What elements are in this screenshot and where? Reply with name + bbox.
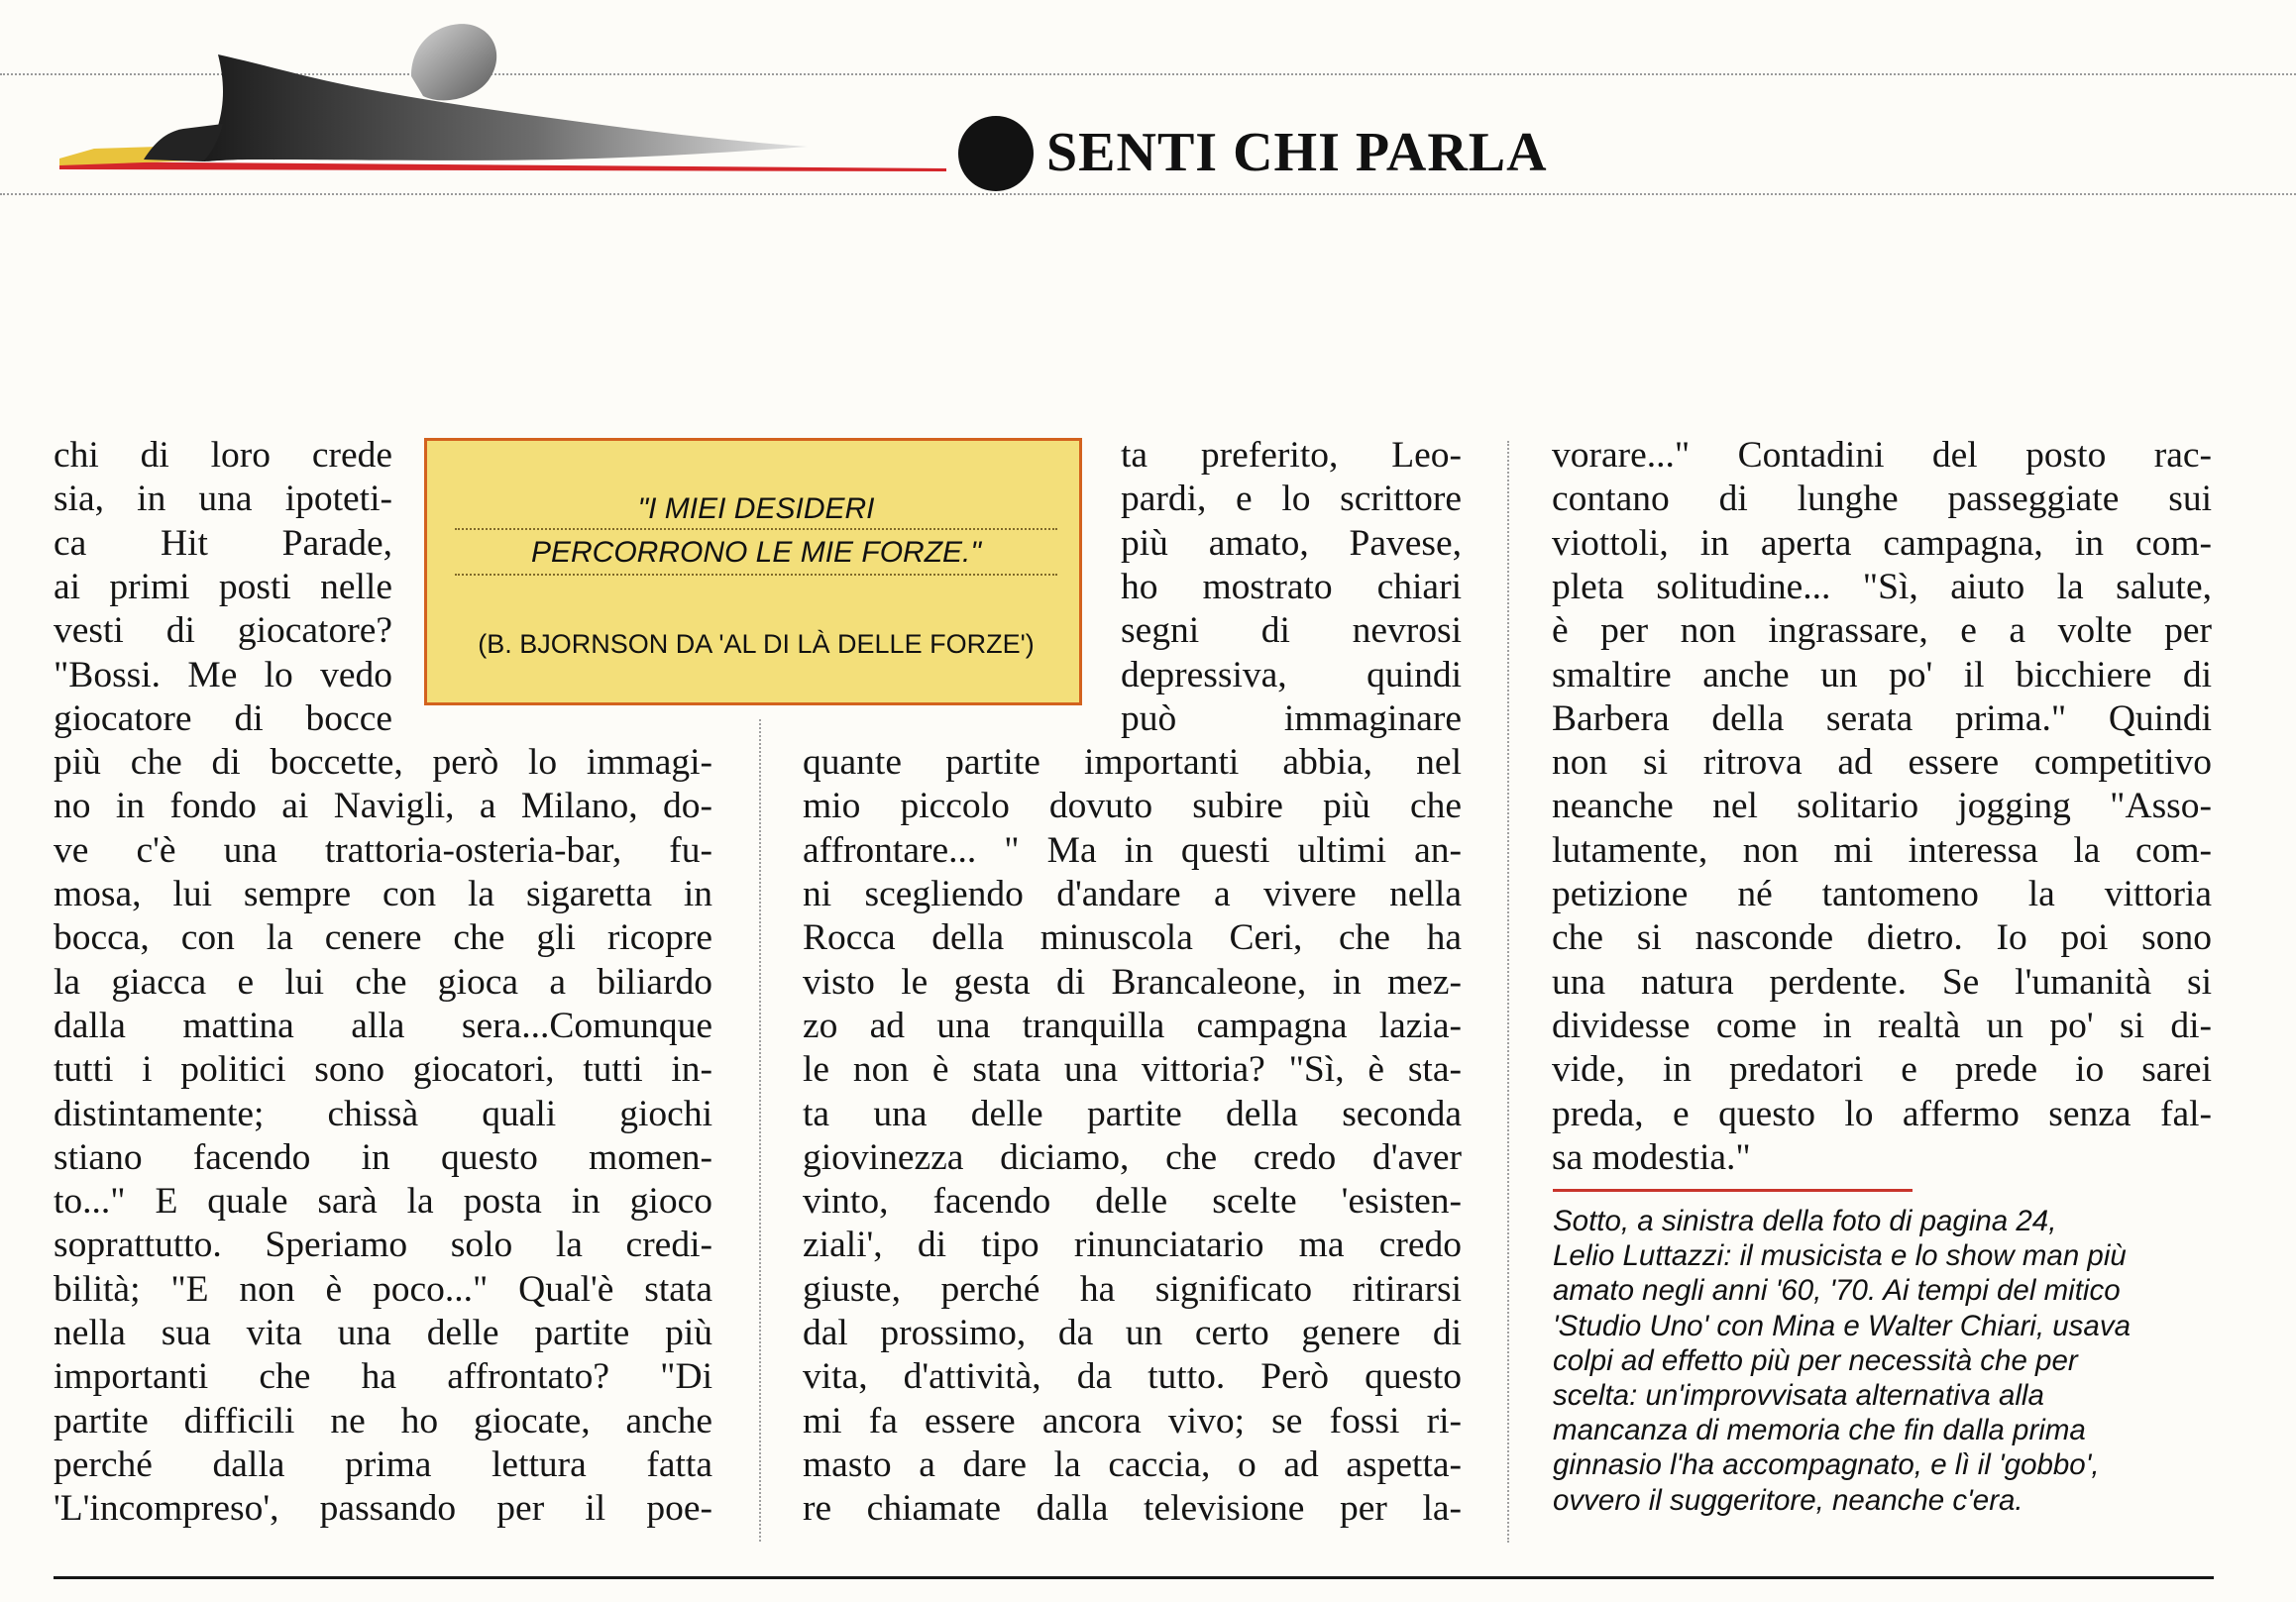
article-col1-line: distintamente; chissà quali giochi	[54, 1093, 712, 1134]
article-col2-line: giuste, perché ha significato ritirarsi	[803, 1268, 1462, 1310]
article-col1-line: importanti che ha affrontato? "Di	[54, 1356, 712, 1398]
caption-line: colpi ad effetto più per necessità che per	[1553, 1343, 2078, 1377]
article-col1-line: no in fondo ai Navigli, a Milano, do-	[54, 786, 712, 827]
article-col2-line: visto le gesta di Brancaleone, in mez-	[803, 961, 1462, 1003]
pull-quote-source: (B. BJORNSON DA 'AL DI LÀ DELLE FORZE')	[478, 629, 1035, 659]
article-col3-line: vorare..." Contadini del posto rac-	[1552, 435, 2212, 476]
caption-line: 'Studio Uno' con Mina e Walter Chiari, usava	[1553, 1309, 2131, 1342]
article-col1-line: ve c'è una trattoria-osteria-bar, fu-	[54, 829, 712, 871]
caption-line: ovvero il suggeritore, neanche c'era.	[1553, 1483, 2023, 1517]
article-col3-line: non si ritrova ad essere competitivo	[1552, 742, 2212, 784]
article-col2-line: masto a dare la caccia, o ad aspetta-	[803, 1443, 1462, 1485]
column-separator	[759, 719, 761, 1542]
article-col1-line: tutti i politici sono giocatori, tutti in-	[54, 1049, 712, 1091]
article-col1-line: la giacca e lui che gioca a biliardo	[54, 961, 712, 1003]
article-col1-line: to..." E quale sarà la posta in gioco	[54, 1181, 712, 1223]
article-col3-line: vide, in predatori e prede io sarei	[1552, 1049, 2212, 1091]
article-col3-line: neanche nel solitario jogging "Asso-	[1552, 786, 2212, 827]
article-col2-line: dal prossimo, da un certo genere di	[803, 1313, 1462, 1353]
article-col2-line: giovinezza diciamo, che credo d'aver	[803, 1136, 1462, 1178]
article-col3-line: contano di lunghe passeggiate sui	[1552, 479, 2212, 520]
article-col2-line: vita, d'attività, da tutto. Però questo	[803, 1356, 1462, 1398]
article-col2-line: mi fa essere ancora vivo; se fossi ri-	[803, 1400, 1462, 1442]
article-col2-line: mio piccolo dovuto subire più che	[803, 786, 1462, 827]
article-col2-line: ta preferito, Leo-	[1121, 435, 1462, 476]
column-separator	[1507, 441, 1509, 1543]
article-col2-line: pardi, e lo scrittore	[1121, 479, 1462, 520]
pull-quote-rule	[455, 528, 1057, 530]
article-col3-line: petizione né tantomeno la vittoria	[1552, 874, 2212, 914]
article-col3-line: preda, e questo lo affermo senza fal-	[1552, 1093, 2212, 1134]
article-col1-line: perché dalla prima lettura fatta	[54, 1443, 712, 1485]
pull-quote-line: PERCORRONO LE MIE FORZE."	[530, 536, 982, 569]
article-col2-line: può immaginare	[1121, 697, 1462, 739]
article-col1-line: stiano facendo in questo momen-	[54, 1136, 712, 1178]
article-col1-line: vesti di giocatore?	[54, 610, 392, 652]
article-col1-line: "Bossi. Me lo vedo	[54, 654, 392, 695]
article-col2-line: zo ad una tranquilla campagna lazia-	[803, 1005, 1462, 1046]
article-col2-line: quante partite importanti abbia, nel	[803, 742, 1462, 784]
article-col3-line: Barbera della serata prima." Quindi	[1552, 697, 2212, 739]
article-col2-line: vinto, facendo delle scelte 'esisten-	[803, 1181, 1462, 1223]
section-bullet	[958, 116, 1034, 191]
article-col1-line: partite difficili ne ho giocate, anche	[54, 1400, 712, 1442]
article-col2-line: più amato, Pavese,	[1121, 522, 1462, 564]
article-col1-line: chi di loro crede	[54, 435, 392, 476]
article-col1-line: 'L'incompreso', passando per il poe-	[54, 1488, 712, 1530]
article-col3-line: smaltire anche un po' il bicchiere di	[1552, 654, 2212, 695]
article-col1-line: sia, in una ipoteti-	[54, 479, 392, 520]
article-col1-line: giocatore di bocce	[54, 697, 392, 739]
article-col3-line: lutamente, non mi interessa la com-	[1552, 829, 2212, 871]
article-col2-line: ziali', di tipo rinunciatario ma credo	[803, 1225, 1462, 1266]
article-col3-line: sa modestia."	[1552, 1136, 1751, 1178]
pull-quote-line: "I MIEI DESIDERI	[637, 492, 875, 525]
article-col3-line: viottoli, in aperta campagna, in com-	[1552, 522, 2212, 564]
article-col2-line: Rocca della minuscola Ceri, che ha	[803, 917, 1462, 959]
caption-line: mancanza di memoria che fin dalla prima	[1553, 1414, 2086, 1447]
header-bottom-dotted-rule	[0, 193, 2296, 195]
article-col3-line: che si nasconde dietro. Io poi sono	[1552, 917, 2212, 959]
caption-rule	[1553, 1189, 1913, 1192]
caption-line: ginnasio l'ha accompagnato, e lì il 'gobbo',	[1553, 1448, 2100, 1482]
article-col1-line: soprattutto. Speriamo solo la credi-	[54, 1225, 712, 1266]
caption-line: Sotto, a sinistra della foto di pagina 24,	[1553, 1205, 2057, 1237]
footer-rule	[54, 1576, 2214, 1579]
article-col2-line: ta una delle partite della seconda	[803, 1093, 1462, 1134]
article-col2-line: affrontare... " Ma in questi ultimi an-	[803, 829, 1462, 871]
article-col2-line: le non è stata una vittoria? "Sì, è sta-	[803, 1049, 1462, 1091]
article-col2-line: ni scegliendo d'andare a vivere nella	[803, 874, 1462, 914]
article-col2-line: ho mostrato chiari	[1121, 566, 1462, 607]
caption-line: amato negli anni '60, '70. Ai tempi del mitico	[1553, 1274, 2121, 1308]
article-col1-line: ca Hit Parade,	[54, 522, 392, 564]
article-col1-line: bocca, con la cenere che gli ricopre	[54, 917, 712, 959]
article-col1-line: mosa, lui sempre con la sigaretta in	[54, 874, 712, 914]
article-col1-line: dalla mattina alla sera...Comunque	[54, 1005, 712, 1046]
pull-quote-rule	[455, 574, 1057, 576]
article-col1-line: ai primi posti nelle	[54, 566, 392, 607]
article-col1-line: bilità; "E non è poco..." Qual'è stata	[54, 1268, 712, 1310]
reaching-figure-illustration	[55, 15, 956, 178]
article-col2-line: re chiamate dalla televisione per la-	[803, 1488, 1462, 1530]
pull-quote-box	[424, 438, 1082, 705]
article-col1-line: nella sua vita una delle partite più	[54, 1313, 712, 1353]
article-col3-line: è per non ingrassare, e a volte per	[1552, 610, 2212, 652]
article-col3-line: pleta solitudine... "Sì, aiuto la salute,	[1552, 566, 2212, 607]
article-col2-line: segni di nevrosi	[1121, 610, 1462, 652]
article-col2-line: depressiva, quindi	[1121, 654, 1462, 695]
section-title: SENTI CHI PARLA	[1046, 122, 1548, 183]
article-col3-line: una natura perdente. Se l'umanità si	[1552, 961, 2212, 1003]
caption-line: scelta: un'improvvisata alternativa alla	[1553, 1379, 2044, 1412]
article-col1-line: più che di boccette, però lo immagi-	[54, 742, 712, 784]
caption-line: Lelio Luttazzi: il musicista e lo show man più	[1553, 1239, 2127, 1273]
article-col3-line: dividesse come in realtà un po' si di-	[1552, 1005, 2212, 1046]
